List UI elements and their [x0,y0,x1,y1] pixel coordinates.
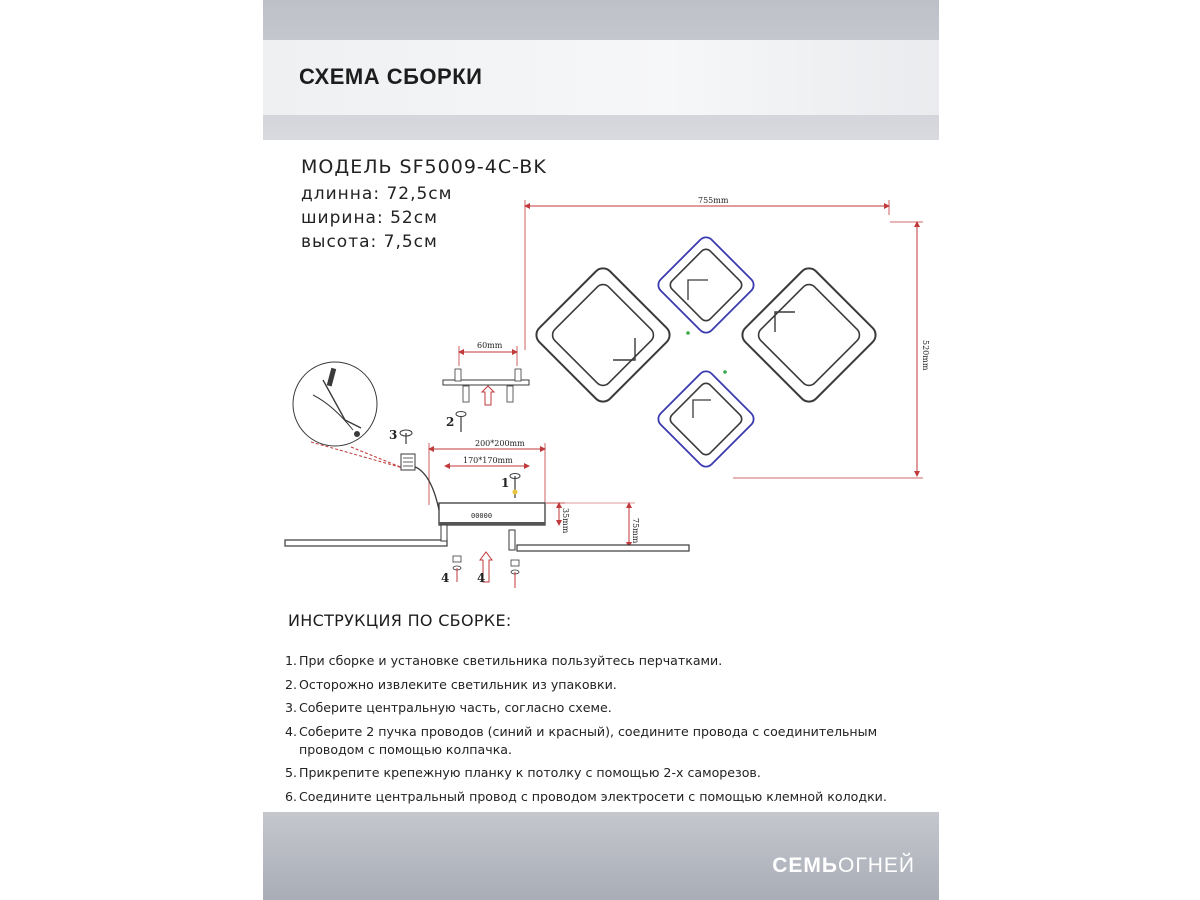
instructions-title: ИНСТРУКЦИЯ ПО СБОРКЕ: [288,611,512,630]
step-text: Прикрепите крепежную планку к потолку с помощью 2-х саморезов. [299,765,761,780]
step-number: 2. [285,676,298,692]
brand-light: ОГНЕЙ [838,854,915,877]
instruction-step [285,788,925,806]
top-diamond [655,234,757,336]
instruction-step [285,652,925,670]
dim-bracket-label: 60mm [477,341,503,350]
step-number: 3. [285,700,298,715]
callout-3: 3 [389,428,398,442]
step-text: Соберите 2 пучка проводов (синий и красный), соедините провода с соединительным проводом с помощью колпачка. [299,723,878,757]
bottom-diamond [655,368,757,470]
callout-4-right: 4 [477,571,486,585]
top-view-luminaire [525,196,930,478]
callout-2: 2 [446,415,455,429]
dim-width-label: 755mm [698,196,729,205]
side-view [285,439,689,588]
dim-base-height-label: 35mm [561,508,570,534]
step-text: Соедините центральный провод с проводом электросети с помощью клемной колодки. [299,788,887,804]
instruction-step [285,723,925,759]
step-number: 1. [285,653,298,668]
dim-base-outer-label: 200*200mm [475,439,525,448]
svg-text:00000: 00000 [471,512,493,520]
instruction-step [285,699,925,717]
model-name: МОДЕЛЬ SF5009-4C-BK [301,156,547,178]
spec-height: высота: 7,5см [301,232,438,252]
dim-height-label: 520mm [921,340,930,371]
dim-base-inner-label: 170*170mm [463,456,513,465]
brand-bold: СЕМЬ [772,854,839,877]
wiring-detail [293,362,412,468]
mounting-bracket-detail [443,341,529,432]
brand-logo [772,854,915,878]
dim-total-height-label: 75mm [631,518,640,544]
right-diamond [738,264,879,405]
footer-band [263,812,939,900]
step-number: 6. [285,788,298,804]
step-number: 4. [285,723,298,739]
callout-1: 1 [501,476,510,490]
spec-width: ширина: 52см [301,208,438,228]
callout-4-left: 4 [441,571,450,585]
left-diamond [532,264,673,405]
step-text: Осторожно извлеките светильник из упаковки. [299,676,617,692]
step-text: Соберите центральную часть, согласно схеме. [299,700,612,715]
page-title: СХЕМА СБОРКИ [299,64,483,89]
assembly-sheet [263,0,939,900]
instruction-steps [285,652,925,811]
instruction-step [285,764,925,782]
step-number: 5. [285,765,298,780]
instruction-step [285,676,925,694]
spec-length: длинна: 72,5см [301,184,453,204]
step-text: При сборке и установке светильника пользуйтесь перчатками. [299,653,723,668]
